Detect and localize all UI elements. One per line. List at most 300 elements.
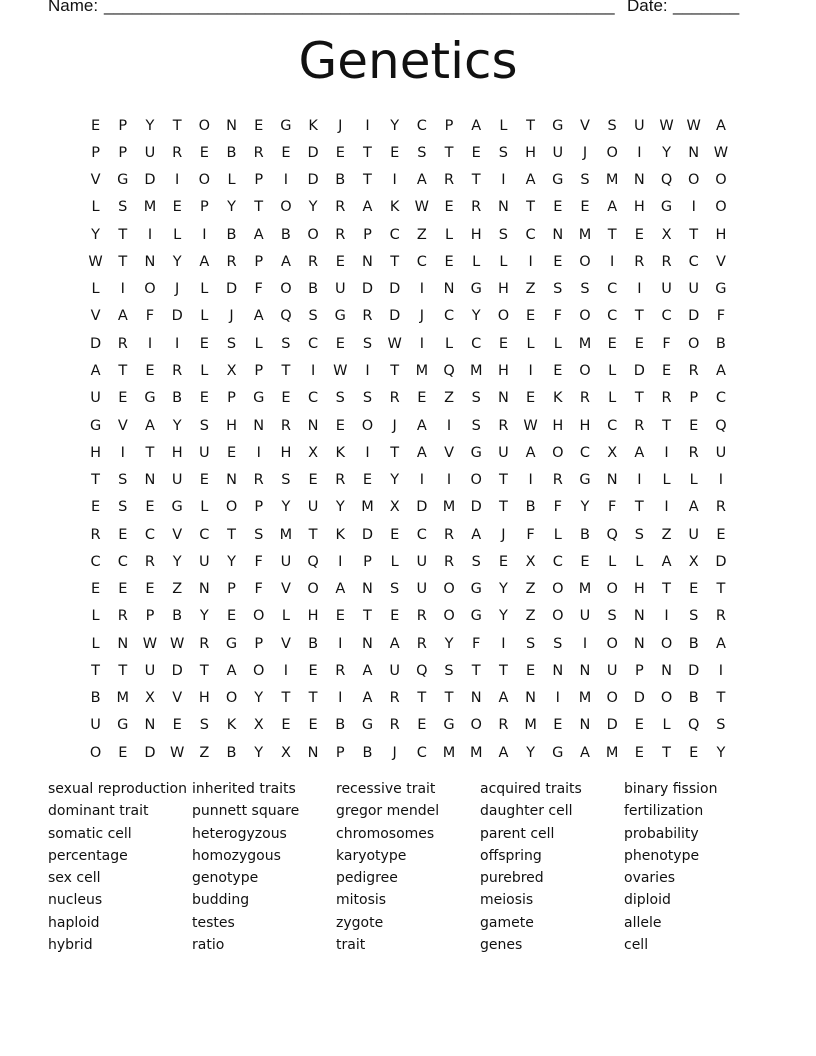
grid-letter: X [280, 744, 291, 761]
grid-letter: S [362, 390, 373, 407]
grid-letter: A [226, 662, 237, 679]
grid-letter: M [116, 690, 130, 707]
grid-letter: B [715, 335, 726, 352]
grid-letter: R [715, 608, 726, 625]
word-bank-item: gregor mendel [336, 803, 440, 820]
grid-letter: N [470, 690, 482, 707]
grid-letter: H [470, 226, 482, 243]
grid-letter: Y [281, 499, 291, 516]
grid-letter: Y [172, 417, 182, 434]
word-bank-item: karyotype [336, 847, 407, 864]
grid-letter: S [281, 335, 291, 352]
grid-letter: O [225, 690, 238, 707]
grid-letter: E [716, 526, 726, 543]
grid-letter: R [90, 526, 101, 543]
grid-letter: N [253, 417, 265, 434]
name-label: Name: [48, 0, 99, 15]
grid-letter: G [470, 281, 482, 298]
grid-letter: A [661, 553, 672, 570]
grid-letter: A [634, 444, 645, 461]
word-bank [48, 778, 768, 956]
grid-letter: Y [254, 690, 264, 707]
grid-letter: A [715, 635, 726, 652]
grid-letter: S [281, 472, 291, 489]
grid-letter: V [580, 117, 590, 134]
grid-letter: E [118, 744, 128, 761]
grid-letter: E [199, 472, 209, 489]
grid-letter: O [307, 581, 319, 598]
grid-letter: T [363, 172, 372, 189]
grid-letter: N [497, 390, 509, 407]
grid-letter: L [91, 199, 100, 216]
grid-letter: E [553, 717, 563, 734]
grid-letter: G [280, 117, 292, 134]
word-bank-item: trait [336, 937, 366, 954]
grid-letter: E [580, 553, 590, 570]
grid-letter: C [688, 253, 699, 270]
grid-letter: A [199, 253, 210, 270]
grid-letter: T [118, 662, 128, 679]
word-bank-item: testes [192, 914, 235, 931]
grid-letter: I [664, 444, 669, 461]
grid-letter: M [605, 744, 619, 761]
grid-letter: U [199, 444, 210, 461]
grid-letter: F [254, 553, 263, 570]
grid-letter: A [607, 199, 618, 216]
grid-letter: E [118, 526, 128, 543]
grid-letter: I [120, 444, 125, 461]
grid-letter: X [145, 690, 155, 707]
grid-letter: I [664, 499, 669, 516]
word-bank-item: fertilization [624, 803, 704, 820]
grid-letter: G [117, 172, 129, 189]
grid-letter: U [90, 717, 101, 734]
grid-letter: U [661, 281, 672, 298]
grid-letter: A [416, 172, 427, 189]
grid-letter: M [524, 717, 537, 734]
grid-letter: U [688, 281, 700, 298]
grid-letter: W [142, 635, 158, 652]
grid-letter: C [199, 526, 210, 543]
grid-letter: U [144, 144, 156, 161]
grid-letter: S [689, 608, 699, 625]
word-bank-item: allele [624, 914, 662, 931]
grid-letter: I [338, 635, 343, 652]
grid-letter: F [607, 499, 617, 516]
grid-letter: S [199, 717, 209, 734]
grid-letter: R [172, 144, 183, 161]
grid-letter: A [253, 308, 264, 325]
grid-letter: H [497, 363, 509, 380]
grid-letter: R [389, 717, 400, 734]
grid-letter: D [90, 335, 102, 352]
grid-letter: H [280, 444, 292, 461]
grid-letter: E [335, 144, 345, 161]
grid-letter: Q [416, 662, 428, 679]
grid-letter: L [662, 472, 671, 489]
grid-letter: F [526, 526, 535, 543]
grid-letter: T [417, 690, 427, 707]
grid-letter: L [173, 226, 182, 243]
grid-letter: O [497, 308, 510, 325]
grid-letter: I [501, 635, 506, 652]
grid-letter: I [582, 635, 588, 652]
grid-letter: W [686, 117, 701, 134]
word-bank-item: mitosis [336, 892, 387, 909]
grid-letter: G [470, 608, 482, 625]
grid-letter: E [145, 581, 155, 598]
grid-letter: I [283, 172, 289, 189]
grid-letter: E [417, 717, 427, 734]
grid-letter: O [606, 635, 618, 652]
grid-letter: R [117, 335, 128, 352]
grid-letter: S [498, 144, 509, 161]
grid-letter: X [253, 717, 264, 734]
grid-letter: E [607, 335, 617, 352]
grid-letter: T [227, 526, 236, 543]
grid-letter: C [525, 226, 536, 243]
grid-letter: R [172, 363, 183, 380]
grid-letter: I [147, 226, 153, 243]
grid-letter: Q [606, 526, 618, 543]
grid-letter: I [718, 472, 724, 489]
grid-letter: O [660, 635, 673, 652]
word-bank-item: sex cell [48, 870, 101, 887]
grid-letter: A [253, 226, 264, 243]
grid-letter: L [553, 526, 562, 543]
grid-letter: G [89, 417, 102, 434]
grid-letter: Z [525, 581, 536, 598]
grid-letter: E [145, 363, 155, 380]
grid-letter: A [362, 662, 373, 679]
grid-letter: N [443, 281, 455, 298]
grid-letter: U [498, 444, 509, 461]
grid-letter: I [637, 472, 642, 489]
grid-letter: H [90, 444, 102, 461]
grid-letter: G [171, 499, 183, 516]
grid-letter: I [365, 363, 370, 380]
grid-letter: T [498, 472, 508, 489]
grid-letter: M [415, 363, 429, 380]
grid-letter: C [308, 390, 319, 407]
word-bank-item: purebred [480, 870, 544, 887]
grid-letter: O [443, 581, 455, 598]
grid-letter: X [389, 499, 400, 516]
grid-letter: C [144, 526, 156, 543]
grid-letter: O [144, 281, 156, 298]
grid-letter: G [443, 717, 455, 734]
grid-letter: Z [416, 226, 427, 243]
grid-letter: E [118, 390, 128, 407]
grid-letter: L [91, 608, 100, 625]
grid-letter: N [117, 635, 129, 652]
grid-letter: C [90, 553, 101, 570]
date-blank-line: _______ [673, 0, 740, 15]
grid-letter: B [226, 226, 237, 243]
grid-letter: P [363, 226, 372, 243]
grid-letter: S [525, 635, 536, 652]
grid-letter: O [715, 172, 727, 189]
grid-letter: N [362, 253, 373, 270]
grid-letter: G [470, 444, 482, 461]
grid-letter: P [689, 390, 699, 407]
grid-letter: C [308, 335, 319, 352]
grid-letter: G [552, 172, 564, 189]
page-title: Genetics [298, 32, 518, 90]
word-bank-item: pedigree [336, 870, 398, 887]
grid-letter: N [497, 199, 509, 216]
grid-letter: B [362, 744, 373, 761]
grid-letter: L [526, 335, 535, 352]
grid-letter: C [471, 335, 482, 352]
grid-letter: I [528, 363, 533, 380]
grid-letter: N [525, 690, 537, 707]
grid-letter: E [226, 608, 237, 625]
grid-letter: T [390, 253, 400, 270]
grid-letter: Z [661, 526, 672, 543]
grid-letter: B [308, 635, 319, 652]
grid-letter: S [335, 390, 345, 407]
grid-letter: E [308, 472, 318, 489]
grid-letter: T [634, 390, 644, 407]
grid-letter: E [335, 253, 345, 270]
grid-letter: F [472, 635, 481, 652]
grid-letter: L [499, 117, 508, 134]
grid-letter: W [387, 335, 402, 352]
grid-letter: W [88, 253, 103, 270]
grid-letter: T [444, 144, 454, 161]
grid-letter: I [175, 172, 180, 189]
grid-letter: W [713, 144, 729, 161]
word-bank-item: dominant trait [48, 803, 149, 820]
grid-letter: P [335, 744, 345, 761]
grid-letter: E [91, 581, 101, 598]
grid-letter: E [199, 390, 209, 407]
grid-letter: I [446, 472, 452, 489]
grid-letter: J [582, 144, 588, 161]
word-bank-item: chromosomes [336, 825, 435, 842]
grid-letter: J [229, 308, 234, 325]
grid-letter: R [389, 390, 400, 407]
grid-letter: B [335, 172, 346, 189]
grid-letter: R [688, 363, 699, 380]
grid-letter: Y [526, 744, 536, 761]
grid-letter: Q [688, 717, 700, 734]
word-bank-item: budding [192, 892, 250, 909]
grid-letter: O [579, 308, 591, 325]
grid-letter: M [578, 226, 592, 243]
grid-letter: D [606, 717, 618, 734]
grid-letter: P [254, 253, 264, 270]
grid-letter: W [414, 199, 430, 216]
grid-letter: I [419, 281, 424, 298]
word-bank-item: parent cell [480, 825, 555, 842]
grid-letter: H [633, 199, 645, 216]
word-bank-item: daughter cell [480, 803, 573, 820]
grid-letter: N [579, 717, 591, 734]
grid-letter: H [497, 281, 509, 298]
grid-letter: E [199, 335, 209, 352]
grid-letter: R [253, 144, 264, 161]
grid-letter: S [308, 308, 318, 325]
grid-letter: X [525, 553, 536, 570]
grid-letter: Y [662, 144, 671, 161]
grid-letter: E [634, 744, 644, 761]
grid-letter: R [389, 690, 400, 707]
grid-letter: I [202, 226, 207, 243]
grid-letter: F [254, 581, 263, 598]
grid-letter: K [553, 390, 563, 407]
grid-letter: T [281, 690, 291, 707]
grid-letter: O [552, 608, 564, 625]
grid-letter: K [335, 526, 346, 543]
grid-letter: S [716, 717, 726, 734]
grid-letter: E [526, 662, 536, 679]
grid-letter: A [362, 199, 373, 216]
grid-letter: G [225, 635, 238, 652]
word-bank-item: genes [480, 937, 523, 954]
grid-letter: E [390, 608, 400, 625]
grid-letter: U [90, 390, 101, 407]
grid-letter: N [144, 472, 156, 489]
grid-letter: Y [498, 608, 508, 625]
grid-letter: T [444, 690, 454, 707]
grid-letter: S [580, 172, 590, 189]
grid-letter: S [580, 281, 590, 298]
grid-letter: A [580, 744, 590, 761]
grid-letter: Y [335, 499, 345, 516]
grid-letter: A [471, 526, 482, 543]
grid-letter: Z [444, 390, 454, 407]
grid-letter: F [553, 308, 562, 325]
grid-letter: O [552, 444, 564, 461]
grid-letter: R [443, 553, 455, 570]
grid-letter: I [256, 444, 261, 461]
grid-letter: D [688, 662, 700, 679]
grid-letter: A [525, 172, 536, 189]
grid-letter: E [553, 253, 563, 270]
grid-letter: C [579, 444, 591, 461]
grid-letter: E [172, 717, 182, 734]
grid-letter: U [552, 144, 564, 161]
grid-letter: L [608, 363, 617, 380]
grid-letter: U [280, 553, 292, 570]
grid-letter: L [472, 253, 481, 270]
grid-letter: L [281, 608, 290, 625]
grid-letter: R [661, 390, 672, 407]
grid-letter: T [199, 662, 209, 679]
grid-letter: S [226, 335, 237, 352]
grid-letter: J [392, 417, 397, 434]
word-bank-item: acquired traits [480, 781, 582, 797]
word-bank-item: heterogyzous [192, 825, 287, 842]
grid-letter: Q [443, 363, 455, 380]
grid-letter: A [416, 417, 427, 434]
grid-letter: G [117, 717, 129, 734]
grid-letter: V [444, 444, 454, 461]
grid-letter: T [498, 499, 508, 516]
grid-letter: C [607, 308, 618, 325]
grid-letter: S [362, 335, 373, 352]
grid-letter: E [308, 717, 318, 734]
word-bank-item: gamete [480, 914, 534, 931]
grid-letter: X [607, 444, 618, 461]
grid-letter: O [688, 172, 700, 189]
grid-letter: U [715, 444, 727, 461]
grid-letter: R [416, 608, 427, 625]
grid-letter: T [91, 472, 101, 489]
grid-letter: C [607, 417, 618, 434]
grid-letter: M [361, 499, 374, 516]
grid-letter: D [171, 308, 183, 325]
grid-letter: K [308, 117, 318, 134]
grid-letter: D [389, 308, 401, 325]
grid-letter: H [307, 608, 319, 625]
grid-letter: J [338, 117, 343, 134]
grid-letter: L [608, 390, 617, 407]
grid-letter: A [389, 635, 400, 652]
grid-letter: O [280, 199, 292, 216]
grid-letter: V [280, 635, 291, 652]
grid-letter: P [118, 117, 128, 134]
grid-letter: Y [254, 744, 264, 761]
grid-letter: T [363, 144, 372, 161]
word-bank-item: homozygous [192, 847, 281, 864]
grid-letter: S [471, 553, 481, 570]
grid-letter: V [280, 581, 291, 598]
grid-letter: T [498, 662, 508, 679]
grid-letter: S [118, 472, 128, 489]
grid-letter: T [471, 172, 481, 189]
grid-letter: O [307, 226, 319, 243]
word-search-grid [82, 112, 735, 766]
grid-letter: L [200, 281, 209, 298]
grid-letter: L [91, 281, 100, 298]
grid-letter: N [552, 662, 564, 679]
grid-letter: R [308, 253, 319, 270]
grid-letter: U [634, 117, 645, 134]
grid-letter: Y [172, 553, 182, 570]
grid-letter: O [253, 662, 265, 679]
grid-letter: M [442, 744, 456, 761]
grid-letter: M [143, 199, 157, 216]
grid-letter: R [634, 253, 645, 270]
grid-letter: T [662, 581, 671, 598]
grid-letter: G [552, 744, 564, 761]
grid-letter: I [338, 553, 343, 570]
grid-letter: S [118, 199, 128, 216]
grid-letter: A [117, 308, 128, 325]
grid-letter: C [117, 553, 128, 570]
grid-letter: H [715, 226, 727, 243]
grid-letter: O [443, 608, 455, 625]
grid-letter: T [118, 363, 128, 380]
grid-letter: D [361, 526, 374, 543]
grid-letter: S [553, 281, 563, 298]
grid-letter: R [226, 253, 237, 270]
word-bank-item: sexual reproduction [48, 781, 187, 797]
grid-letter: C [416, 253, 427, 270]
grid-letter: R [634, 417, 645, 434]
grid-letter: E [498, 335, 508, 352]
grid-letter: Y [227, 199, 236, 216]
word-bank-item: recessive trait [336, 781, 436, 797]
grid-letter: Y [390, 117, 400, 134]
grid-letter: E [118, 581, 128, 598]
grid-letter: T [471, 662, 481, 679]
grid-letter: R [335, 662, 346, 679]
grid-letter: N [688, 144, 700, 161]
